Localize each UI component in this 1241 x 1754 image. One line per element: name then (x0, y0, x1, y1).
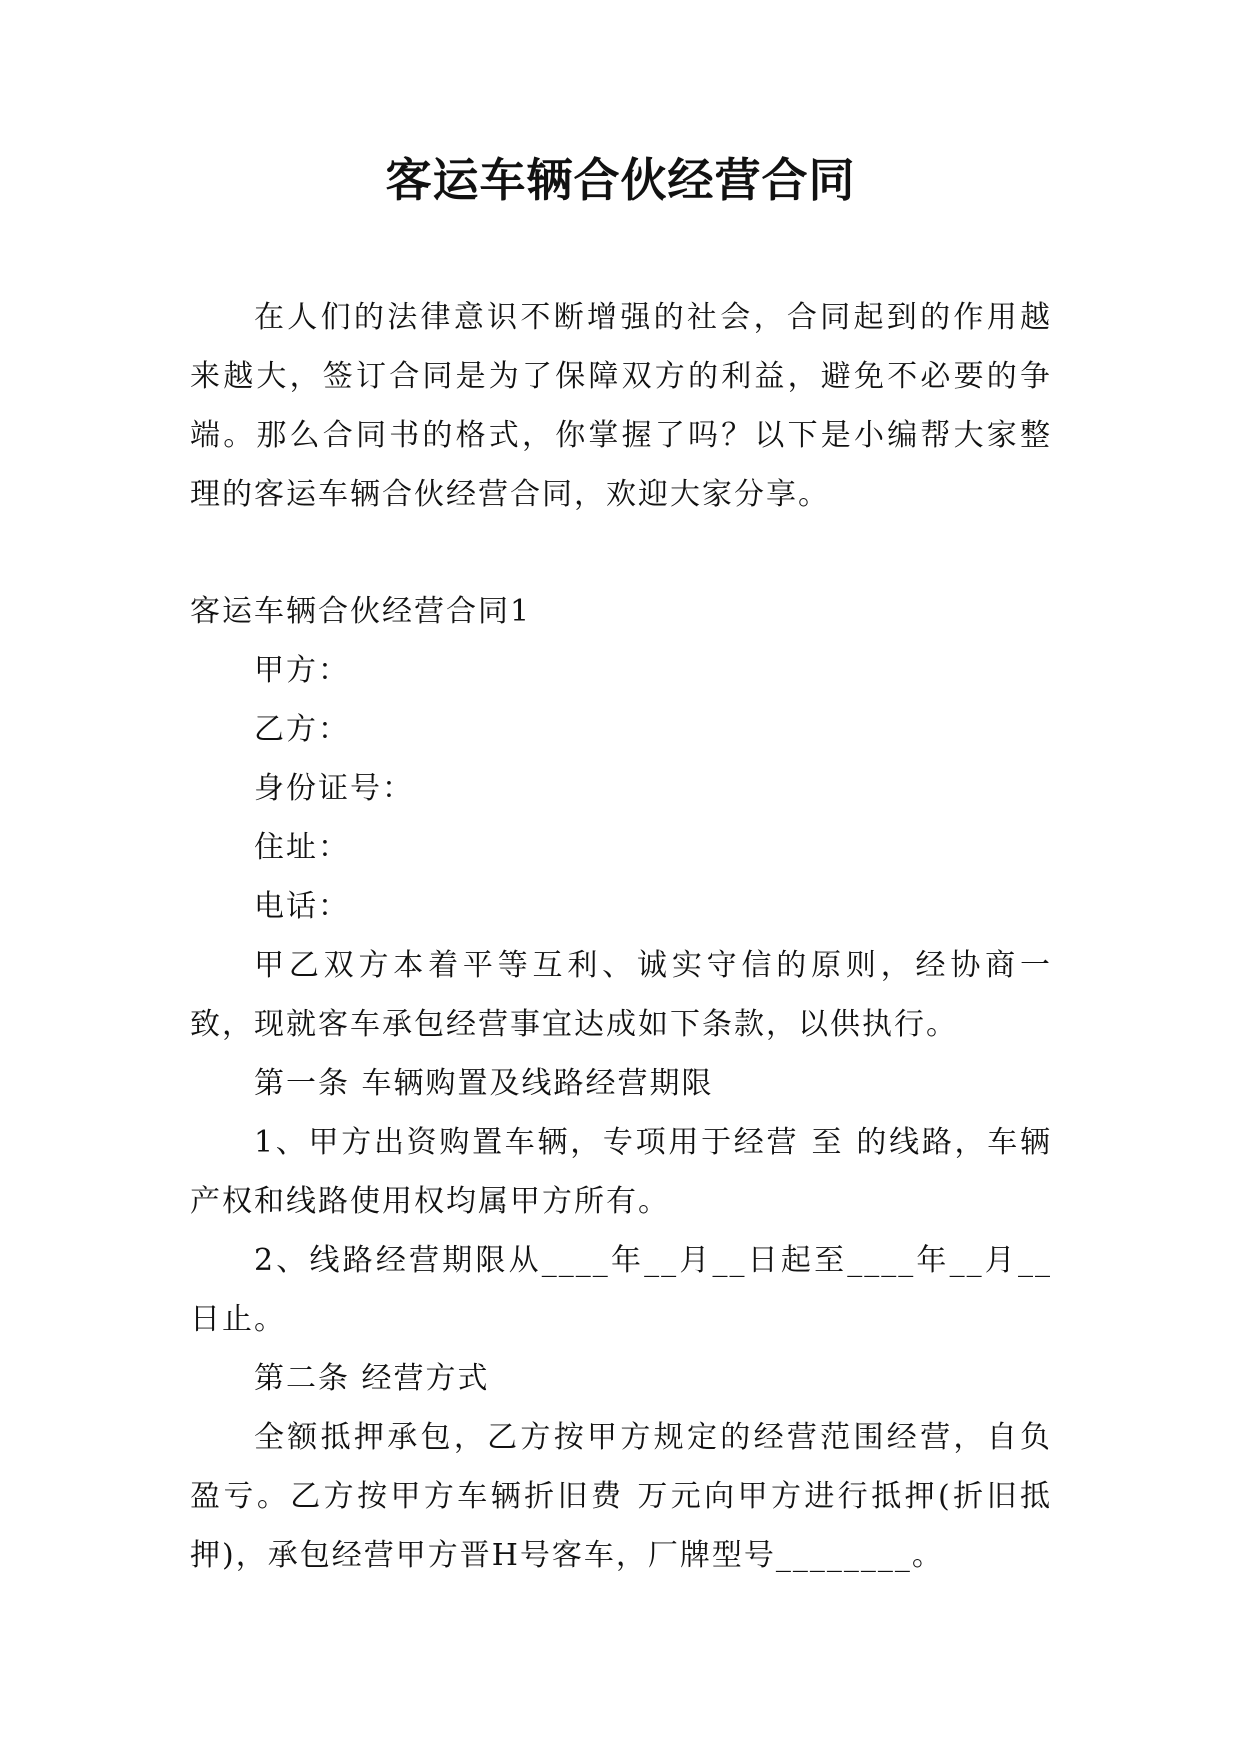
address-field: 住址： (254, 830, 350, 865)
phone-field: 电话： (254, 889, 350, 924)
id-number-field: 身份证号： (254, 771, 414, 806)
party-b-field: 乙方： (254, 712, 350, 747)
contract-subtitle: 客运车辆合伙经营合同1 (190, 594, 532, 629)
preamble-paragraph: 甲乙双方本着平等互利、诚实守信的原则，经协商一致，现就客车承包经营事宜达成如下条款，以供执行。 (190, 948, 1052, 1042)
article-1-item-1: 1、甲方出资购置车辆，专项用于经营 至 的线路，车辆产权和线路使用权均属甲方所有。 (190, 1125, 1052, 1219)
article-1-item-2: 2、线路经营期限从____年__月__日起至____年__月__日止。 (190, 1243, 1052, 1337)
document-body (190, 288, 1052, 1585)
party-a-field: 甲方： (254, 653, 350, 688)
article-2-body: 全额抵押承包，乙方按甲方规定的经营范围经营，自负盈亏。乙方按甲方车辆折旧费 万元向甲方进行抵押(折旧抵押)，承包经营甲方晋H号客车，厂牌型号________。 (190, 1420, 1052, 1573)
document-title: 客运车辆合伙经营合同 (385, 153, 856, 207)
intro-paragraph: 在人们的法律意识不断增强的社会，合同起到的作用越来越大，签订合同是为了保障双方的利益，避免不必要的争端。那么合同书的格式，你掌握了吗？以下是小编帮大家整理的客运车辆合伙经营合同，欢迎大家分享。 (190, 300, 1052, 512)
article-1-heading: 第一条 车辆购置及线路经营期限 (254, 1066, 714, 1101)
article-2-heading: 第二条 经营方式 (254, 1361, 490, 1396)
